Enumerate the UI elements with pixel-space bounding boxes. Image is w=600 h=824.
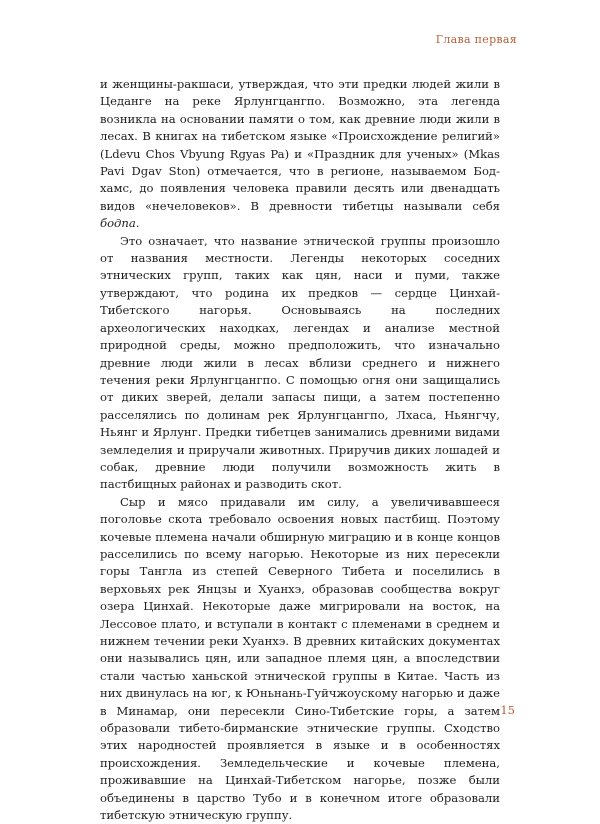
paragraph-1-text: и женщины-ракшаси, утверждая, что эти предки людей жили в Цеданге на реке Ярлунгцангпо. Возможно, эта легенда возникла на основании памяти о том, как древние люди жили в лесах. В книгах на тибетском языке «Происхождение религий» (Ldevu Chos Vbyung Rgyas Pa) и «Праздник для ученых» (Mkas Pavi Dgav Ston) отмечается, что в регионе, называемом Бод-хамс, до появления человека правили десять или двенадцать видов «нечеловеков». В древности тибетцы называли себя	[100, 77, 500, 213]
paragraph-3: Сыр и мясо придавали им силу, а увеличивавшееся поголовье скота требовало освоения новых пастбищ. Поэтому кочевые племена начали обширную миграцию и в конце концов расселились по всему нагорью. Некоторые из них пересекли горы Тангла из степей Северного Тибета и поселились в верховьях рек Янцзы и Хуанхэ, образовав сообщества вокруг озера Цинхай. Некоторые даже мигрировали на восток, на Лессовое плато, и вступали в контакт с племенами в среднем и нижнем течении реки Хуанхэ. В древних китайских документах они назывались цян, или западное племя цян, а впоследствии стали частью ханьской этнической группы в Китае. Часть из них двинулась на юг, к Юньнань-Гуйчжоускому нагорью и даже в Минамар, они пересекли Сино-Тибетские горы, а затем образовали тибето-бирманские этнические группы. Сходство этих народностей проявляется в языке и в особенностях происхождения. Земледельческие и кочевые племена, проживавшие на Цинхай-Тибетском нагорье, позже были объединены в царство Тубо и в конечном итоге образовали тибетскую этническую группу.	[100, 494, 500, 823]
chapter-running-head: Глава первая	[435, 33, 517, 46]
paragraph-1	[100, 76, 500, 233]
page-number: 15	[500, 703, 515, 717]
paragraph-1-italic-term: бодпа	[100, 216, 136, 231]
paragraph-1-end: .	[135, 216, 140, 231]
paragraph-2: Это означает, что название этнической группы произошло от названия местности. Легенды некоторых соседних этнических групп, таких как цян, наси и пуми, также утверждают, что родина их предков — сердце Цинхай-Тибетского нагорья. Основываясь на последних археологических находках, легендах и анализе местной природной среды, можно предположить, что изначально древние люди жили в лесах вблизи среднего и нижнего течения реки Ярлунгцангпо. С помощью огня они защищались от диких зверей, делали запасы пищи, а затем постепенно расселялись по долинам рек Ярлунгцангпо, Лхаса, Ньянгчу, Ньянг и Ярлунг. Предки тибетцев занимались древними видами земледелия и приручали животных. Приручив диких лошадей и собак, древние люди получили возможность жить в пастбищных районах и разводить скот.	[100, 233, 500, 492]
body-text	[100, 76, 500, 824]
